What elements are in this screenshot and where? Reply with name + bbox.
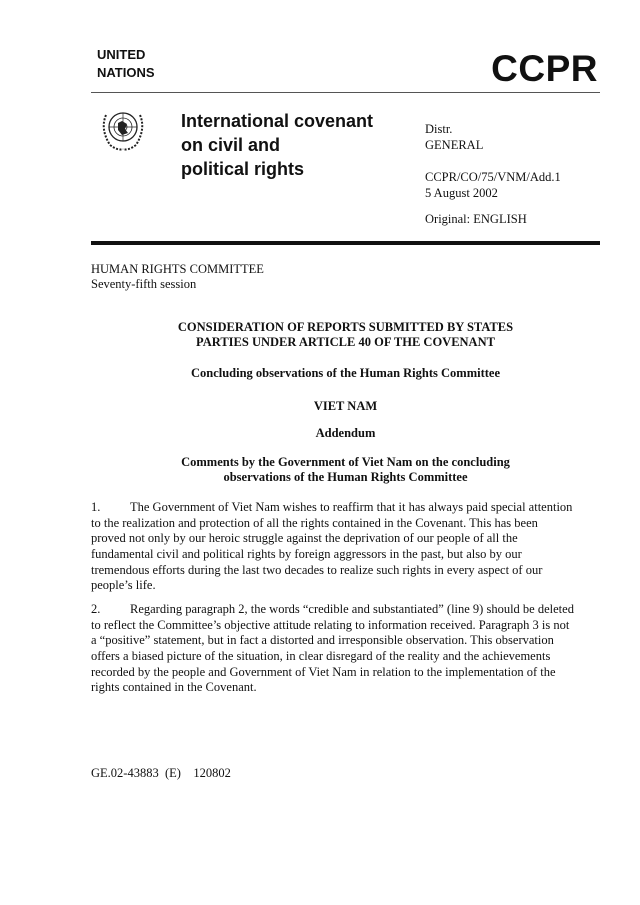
paragraph-line: people’s life. xyxy=(91,578,156,592)
paragraph-number: 2. xyxy=(91,602,101,616)
org-name-line-1: UNITED xyxy=(97,47,146,62)
job-number: GE.02-43883 (E) 120802 xyxy=(91,766,231,780)
original-language: Original: ENGLISH xyxy=(425,212,527,226)
document-symbol: CCPR/CO/75/VNM/Add.1 xyxy=(425,170,561,184)
main-heading-line-2: PARTIES UNDER ARTICLE 40 OF THE COVENANT xyxy=(196,335,495,349)
header-bottom-rule xyxy=(91,241,600,245)
title-line-3: political rights xyxy=(181,159,305,179)
addendum-heading: Addendum xyxy=(315,426,376,440)
un-emblem-icon xyxy=(96,105,150,155)
header-divider xyxy=(91,92,600,93)
paragraph-line: recorded by the people and Government of Viet Nam in relation to the implementation of the xyxy=(91,665,556,679)
session-name: Seventy-fifth session xyxy=(91,277,197,291)
comments-heading-line-1: Comments by the Government of Viet Nam on the concluding xyxy=(181,455,510,469)
paragraph-line: fundamental civil and political rights by foreign aggressors in the past, but also by our xyxy=(91,547,522,561)
country-heading: VIET NAM xyxy=(313,399,378,413)
distribution-value: GENERAL xyxy=(425,138,484,152)
paragraph-text: The Government of Viet Nam wishes to reaffirm that it has always paid special attention xyxy=(130,500,573,514)
subheading: Concluding observations of the Human Rights Committee xyxy=(190,366,501,380)
paragraph-line: a “positive” statement, but in fact a distorted and irresponsible observation. This observation xyxy=(91,633,554,647)
org-name-line-2: NATIONS xyxy=(97,65,155,80)
title-line-2: on civil and xyxy=(181,135,281,155)
paragraph-text: Regarding paragraph 2, the words “credible and substantiated” (line 9) should be deleted xyxy=(130,602,574,616)
document-date: 5 August 2002 xyxy=(425,186,498,200)
paragraph-line: tremendous efforts during the last two decades to realize such rights in every aspect of our xyxy=(91,563,543,577)
comments-heading-line-2: observations of the Human Rights Committee xyxy=(223,470,468,484)
paragraph-line: to the realization and protection of all the rights contained in the Covenant. This has been xyxy=(91,516,538,530)
paragraph-line: proved not only by our heroic struggle against the deprivation of our people of all the xyxy=(91,531,518,545)
title-line-1: International covenant xyxy=(181,111,374,131)
distribution-label: Distr. xyxy=(425,122,453,136)
paragraph-line: to reflect the Committee’s objective attitude relating to information received. Paragraph 3 is not xyxy=(91,618,570,632)
paragraph-line xyxy=(91,602,574,617)
main-heading-line-1: CONSIDERATION OF REPORTS SUBMITTED BY STATES xyxy=(177,320,514,334)
document-series-symbol: CCPR xyxy=(491,48,598,89)
paragraph-line: offers a biased picture of the situation, in clear disregard of the reality and the achievements xyxy=(91,649,551,663)
paragraph-line xyxy=(91,500,572,515)
paragraph-number: 1. xyxy=(91,500,101,514)
committee-name: HUMAN RIGHTS COMMITTEE xyxy=(91,262,264,276)
paragraph-line: rights contained in the Covenant. xyxy=(91,680,257,694)
